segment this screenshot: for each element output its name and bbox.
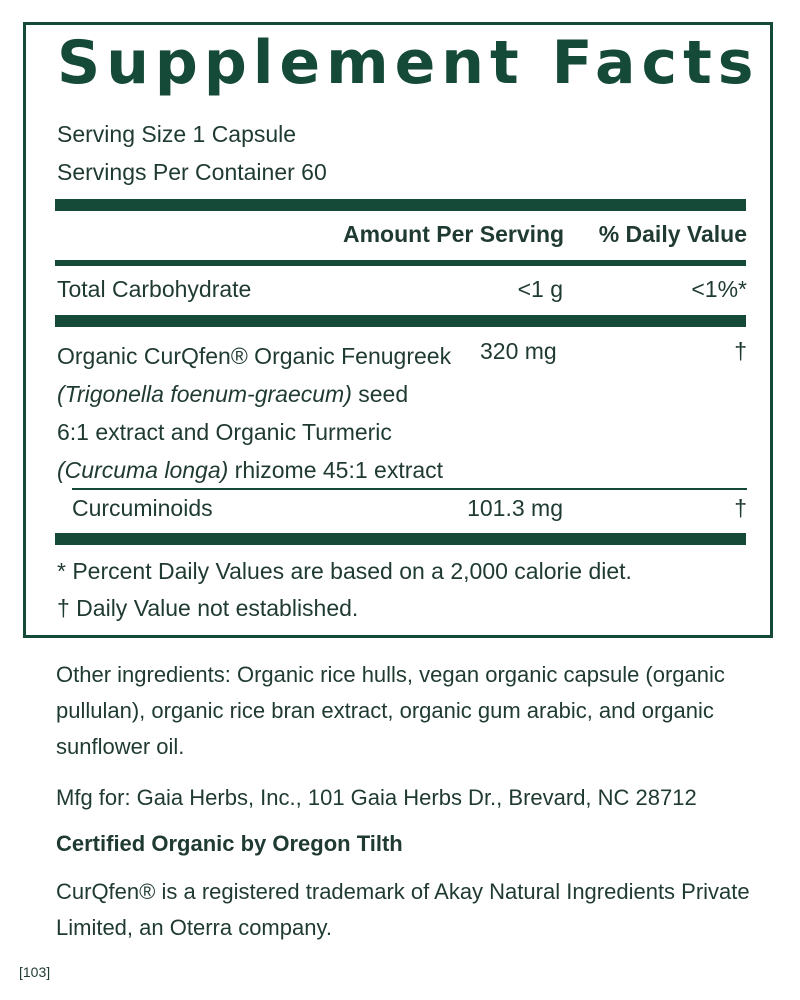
thick-divider-3: [55, 533, 746, 545]
curcuminoids-daily-value: †: [734, 495, 747, 521]
curqfen-daily-value: †: [734, 338, 747, 364]
curcuminoids-name: Curcuminoids: [72, 495, 213, 521]
curqfen-line-4: [57, 451, 477, 489]
footnote-star: * Percent Daily Values are based on a 2,000 calorie diet.: [57, 558, 632, 584]
curqfen-line-2: [57, 375, 477, 413]
trademark-notice: CurQfen® is a registered trademark of Akay Natural Ingredients Private Limited, an Oterra company.: [56, 879, 750, 940]
header-amount: Amount Per Serving: [343, 221, 565, 247]
curcuminoids-amount: 101.3 mg: [467, 495, 563, 521]
turmeric-latin-name: (Curcuma longa): [57, 457, 229, 483]
curqfen-amount: 320 mg: [480, 338, 557, 364]
carb-amount: <1 g: [517, 276, 563, 302]
panel-title: Supplement Facts: [57, 28, 760, 98]
curqfen-ingredient: [57, 337, 477, 489]
supplement-facts-panel: [23, 22, 773, 638]
carb-daily-value: <1%*: [691, 276, 747, 302]
servings-per-container: Servings Per Container 60: [57, 159, 327, 185]
thick-divider-2: [55, 315, 746, 327]
medium-divider: [55, 260, 746, 266]
header-daily-value: % Daily Value: [598, 221, 747, 247]
manufacturer: Mfg for: Gaia Herbs, Inc., 101 Gaia Herbs Dr., Brevard, NC 28712: [56, 785, 697, 810]
certification: Certified Organic by Oregon Tilth: [56, 831, 403, 856]
footnote-dagger: † Daily Value not established.: [57, 595, 359, 621]
fenugreek-latin-name: (Trigonella foenum-graecum): [57, 381, 352, 407]
serving-size: Serving Size 1 Capsule: [57, 121, 297, 147]
curqfen-line-2-rest: seed: [351, 381, 409, 407]
other-ingredients: Other ingredients: Organic rice hulls, vegan organic capsule (organic pullulan), organic rice bran extract, organic gum arabic, and organic sunflower oil.: [56, 662, 725, 759]
thin-divider: [72, 488, 747, 490]
thick-divider: [55, 199, 746, 211]
label-code: [103]: [19, 964, 51, 980]
curqfen-line-1: Organic CurQfen® Organic Fenugreek: [57, 343, 452, 369]
curqfen-line-4-rest: rhizome 45:1 extract: [228, 457, 444, 483]
curqfen-line-3: 6:1 extract and Organic Turmeric: [57, 419, 392, 445]
carb-name: Total Carbohydrate: [57, 276, 252, 302]
